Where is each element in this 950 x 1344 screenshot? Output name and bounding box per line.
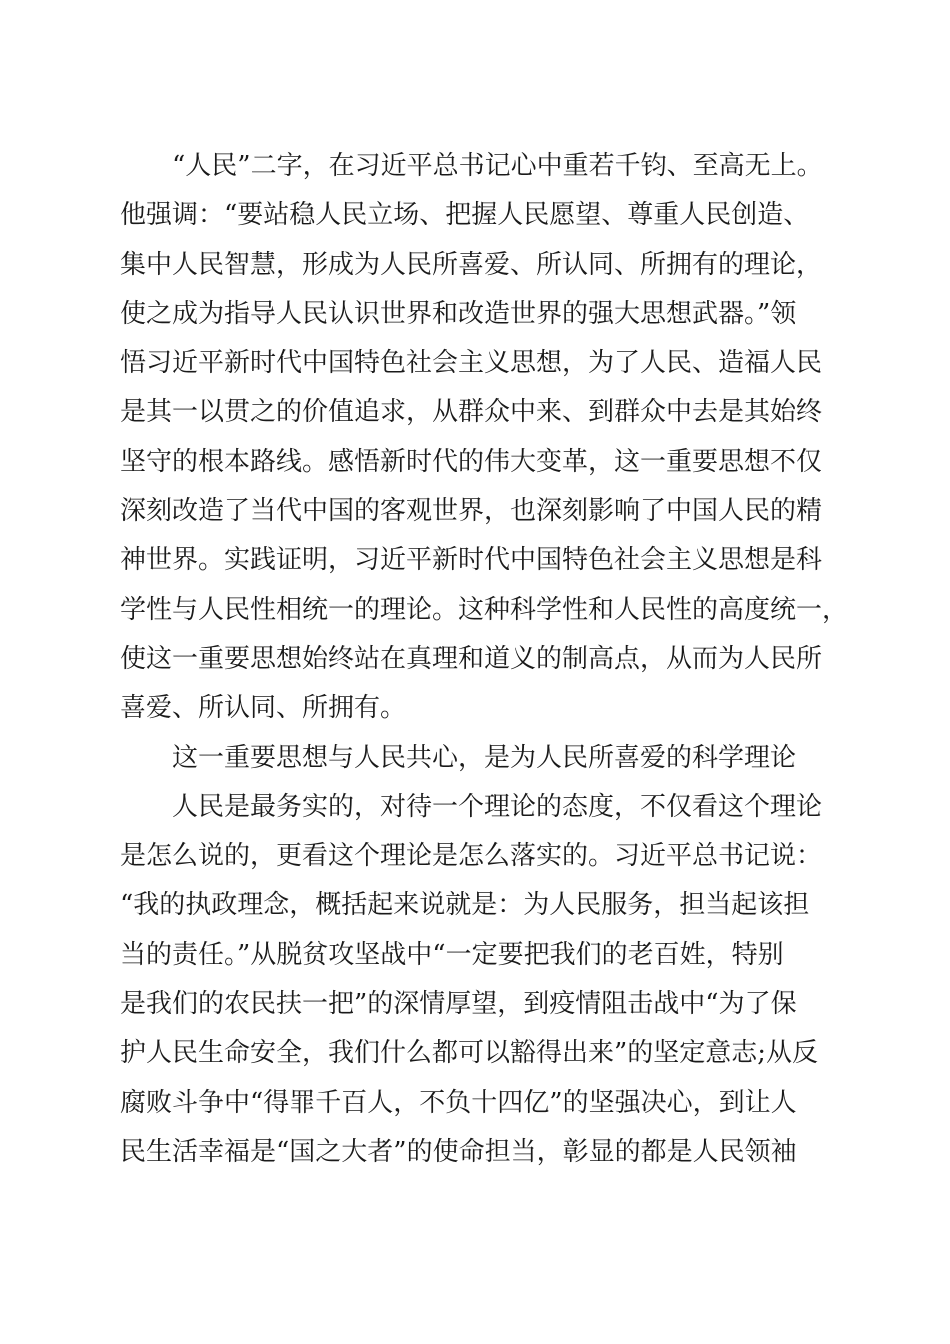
text-line: 神世界。实践证明，习近平新时代中国特色社会主义思想是科 [120, 545, 823, 576]
text-line: 腐败斗争中“得罪千百人，不负十四亿”的坚强决心，到让人 [120, 1087, 797, 1118]
text-line: 使之成为指导人民认识世界和改造世界的强大思想武器。”领 [120, 298, 797, 329]
text-line: “我的执政理念，概括起来说就是：为人民服务，担当起该担 [120, 890, 810, 921]
text-line: 悟习近平新时代中国特色社会主义思想，为了人民、造福人民 [120, 348, 823, 379]
text-line: 学性与人民性相统一的理论。这种科学性和人民性的高度统一， [120, 594, 849, 625]
text-line: 是其一以贯之的价值追求，从群众中来、到群众中去是其始终 [120, 397, 823, 428]
paragraph-2 [120, 783, 840, 1177]
paragraph-1 [120, 142, 849, 734]
text-line: 深刻改造了当代中国的客观世界，也深刻影响了中国人民的精 [120, 496, 823, 527]
text-line: 当的责任。”从脱贫攻坚战中“一定要把我们的老百姓，特别 [120, 939, 784, 970]
document-body [120, 142, 849, 1177]
text-line: 他强调：“要站稳人民立场、把握人民愿望、尊重人民创造、 [120, 200, 810, 231]
text-line: 使这一重要思想始终站在真理和道义的制高点，从而为人民所 [120, 643, 823, 674]
text-line: 人民是最务实的，对待一个理论的态度，不仅看这个理论 [172, 791, 823, 822]
text-line: 护人民生命安全，我们什么都可以豁得出来”的坚定意志;从反 [120, 1038, 819, 1069]
text-line: 是我们的农民扶一把”的深情厚望，到疫情阻击战中“为了保 [120, 989, 797, 1020]
section-heading [120, 734, 840, 783]
text-line: 是怎么说的，更看这个理论是怎么落实的。习近平总书记说： [120, 841, 823, 872]
text-line: 喜爱、所认同、所拥有。 [120, 693, 407, 724]
text-line: 民生活幸福是“国之大者”的使命担当，彰显的都是人民领袖 [120, 1136, 797, 1167]
text-line: 坚守的根本路线。感悟新时代的伟大变革，这一重要思想不仅 [120, 446, 823, 477]
text-line: 集中人民智慧，形成为人民所喜爱、所认同、所拥有的理论， [120, 249, 823, 280]
heading-text: 这一重要思想与人民共心，是为人民所喜爱的科学理论 [172, 742, 797, 773]
text-line: “人民”二字，在习近平总书记心中重若千钧、至高无上。 [172, 151, 823, 181]
